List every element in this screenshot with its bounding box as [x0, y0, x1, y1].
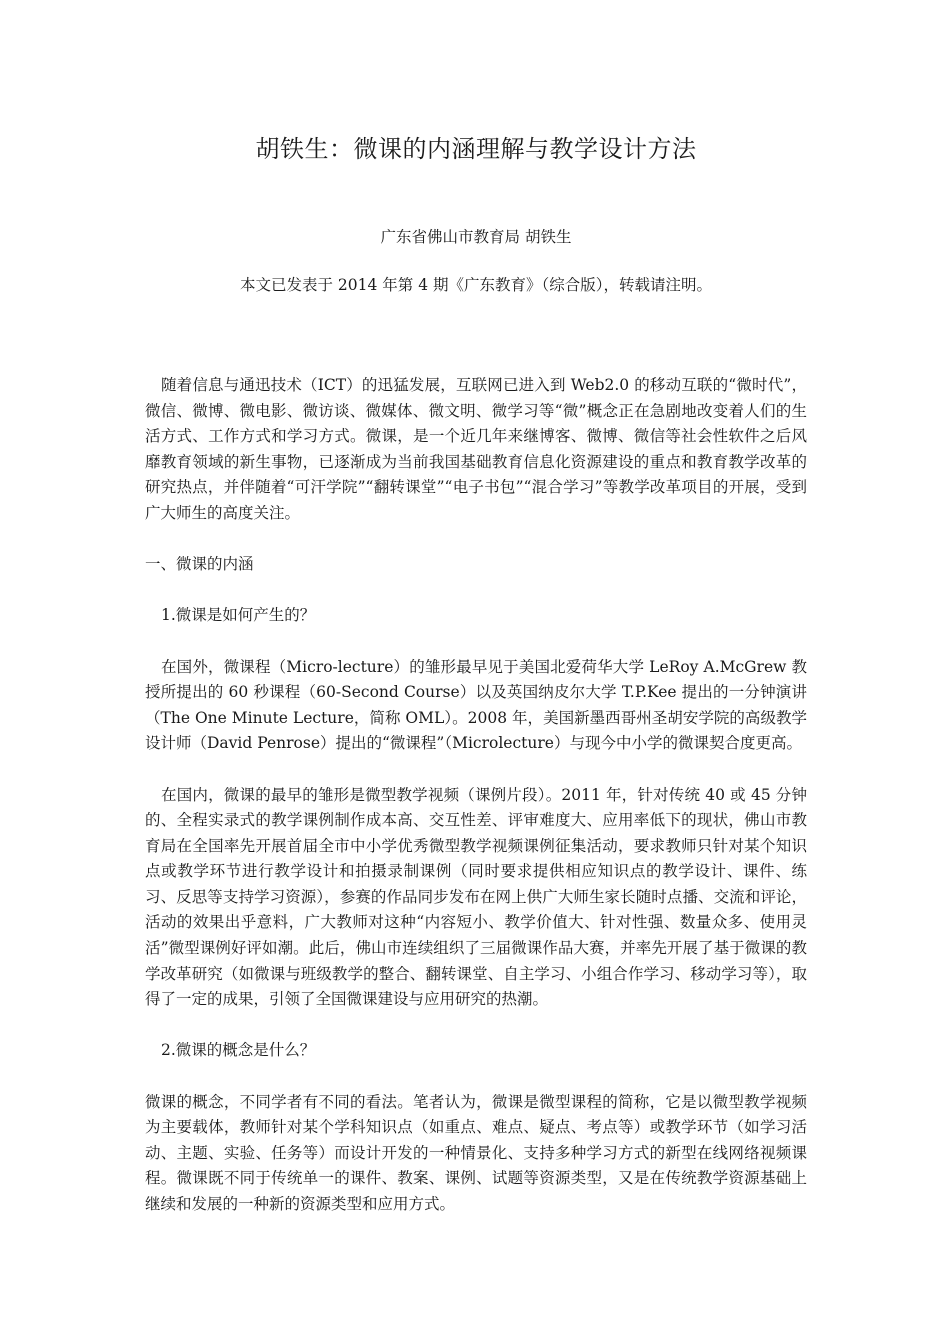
- publication-note: 本文已发表于 2014 年第 4 期《广东教育》（综合版），转载请注明。: [239, 276, 713, 294]
- section-heading: 一、微课的内涵: [145, 555, 254, 574]
- author-line: 广东省佛山市教育局 胡铁生: [380, 228, 572, 246]
- intro-paragraph: 随着信息与通迅技术（ICT）的迅猛发展，互联网已进入到 Web2.0 的移动互联的“微时代”，微信、微博、微电影、微访谈、微媒体、微文明、微学习等“微”概念正在急剧地改变着人们的生活方式、工作方式和学习方式。微课，是一个近几年来继博客、微博、微信等社会性软件之后风靡教育领域的新生事物，已逐渐成为当前我国基础教育信息化资源建设的重点和教育教学改革的研究热点，并伴随着“可汗学院”“翻转课堂”“电子书包”“混合学习”等教学改革项目的开展，受到广大师生的高度关注。: [145, 376, 807, 522]
- paragraph: 在国外，微课程（Micro-lecture）的雏形最早见于美国北爱荷华大学 LeRoy A.McGrew 教授所提出的 60 秒课程（60-Second Course）以及英国纳皮尔大学 T.P.Kee 提出的一分钟演讲（The One Minute Lecture，简称 OML）。2008 年，美国新墨西哥州圣胡安学院的高级教学设计师（David Penrose）提出的“微课程”（Microlecture）与现今中小学的微课契合度更高。: [145, 657, 807, 753]
- paragraph: 在国内，微课的最早的雏形是微型教学视频（课例片段）。2011 年，针对传统 40 或 45 分钟的、全程实录式的教学课例制作成本高、交互性差、评审难度大、应用率低下的现状，佛山市教育局在全国率先开展首届全市中小学优秀微型教学视频课例征集活动，要求教师只针对某个知识点或教学环节进行教学设计和拍摄录制课例（同时要求提供相应知识点的教学设计、课件、练习、反思等支持学习资源），参赛的作品同步发布在网上供广大师生家长随时点播、交流和评论，活动的效果出乎意料，广大教师对这种“内容短小、教学价值大、针对性强、数量众多、使用灵活”微型课例好评如潮。此后，佛山市连续组织了三届微课作品大赛，并率先开展了基于微课的教学改革研究（如微课与班级教学的整合、翻转课堂、自主学习、小组合作学习、移动学习等），取得了一定的成果，引领了全国微课建设与应用研究的热潮。: [145, 785, 807, 1009]
- subsection-heading: 1.微课是如何产生的？: [161, 606, 316, 625]
- document-title: 胡铁生：微课的内涵理解与教学设计方法: [255, 135, 697, 163]
- document-body: [145, 373, 807, 1218]
- subsection-heading: 2.微课的概念是什么？: [161, 1041, 316, 1060]
- paragraph: 微课的概念，不同学者有不同的看法。笔者认为，微课是微型课程的简称，它是以微型教学视频为主要载体，教师针对某个学科知识点（如重点、难点、疑点、考点等）或教学环节（如学习活动、主题、实验、任务等）而设计开发的一种情景化、支持多种学习方式的新型在线网络视频课程。微课既不同于传统单一的课件、教案、课例、试题等资源类型，又是在传统教学资源基础上继续和发展的一种新的资源类型和应用方式。: [145, 1092, 807, 1213]
